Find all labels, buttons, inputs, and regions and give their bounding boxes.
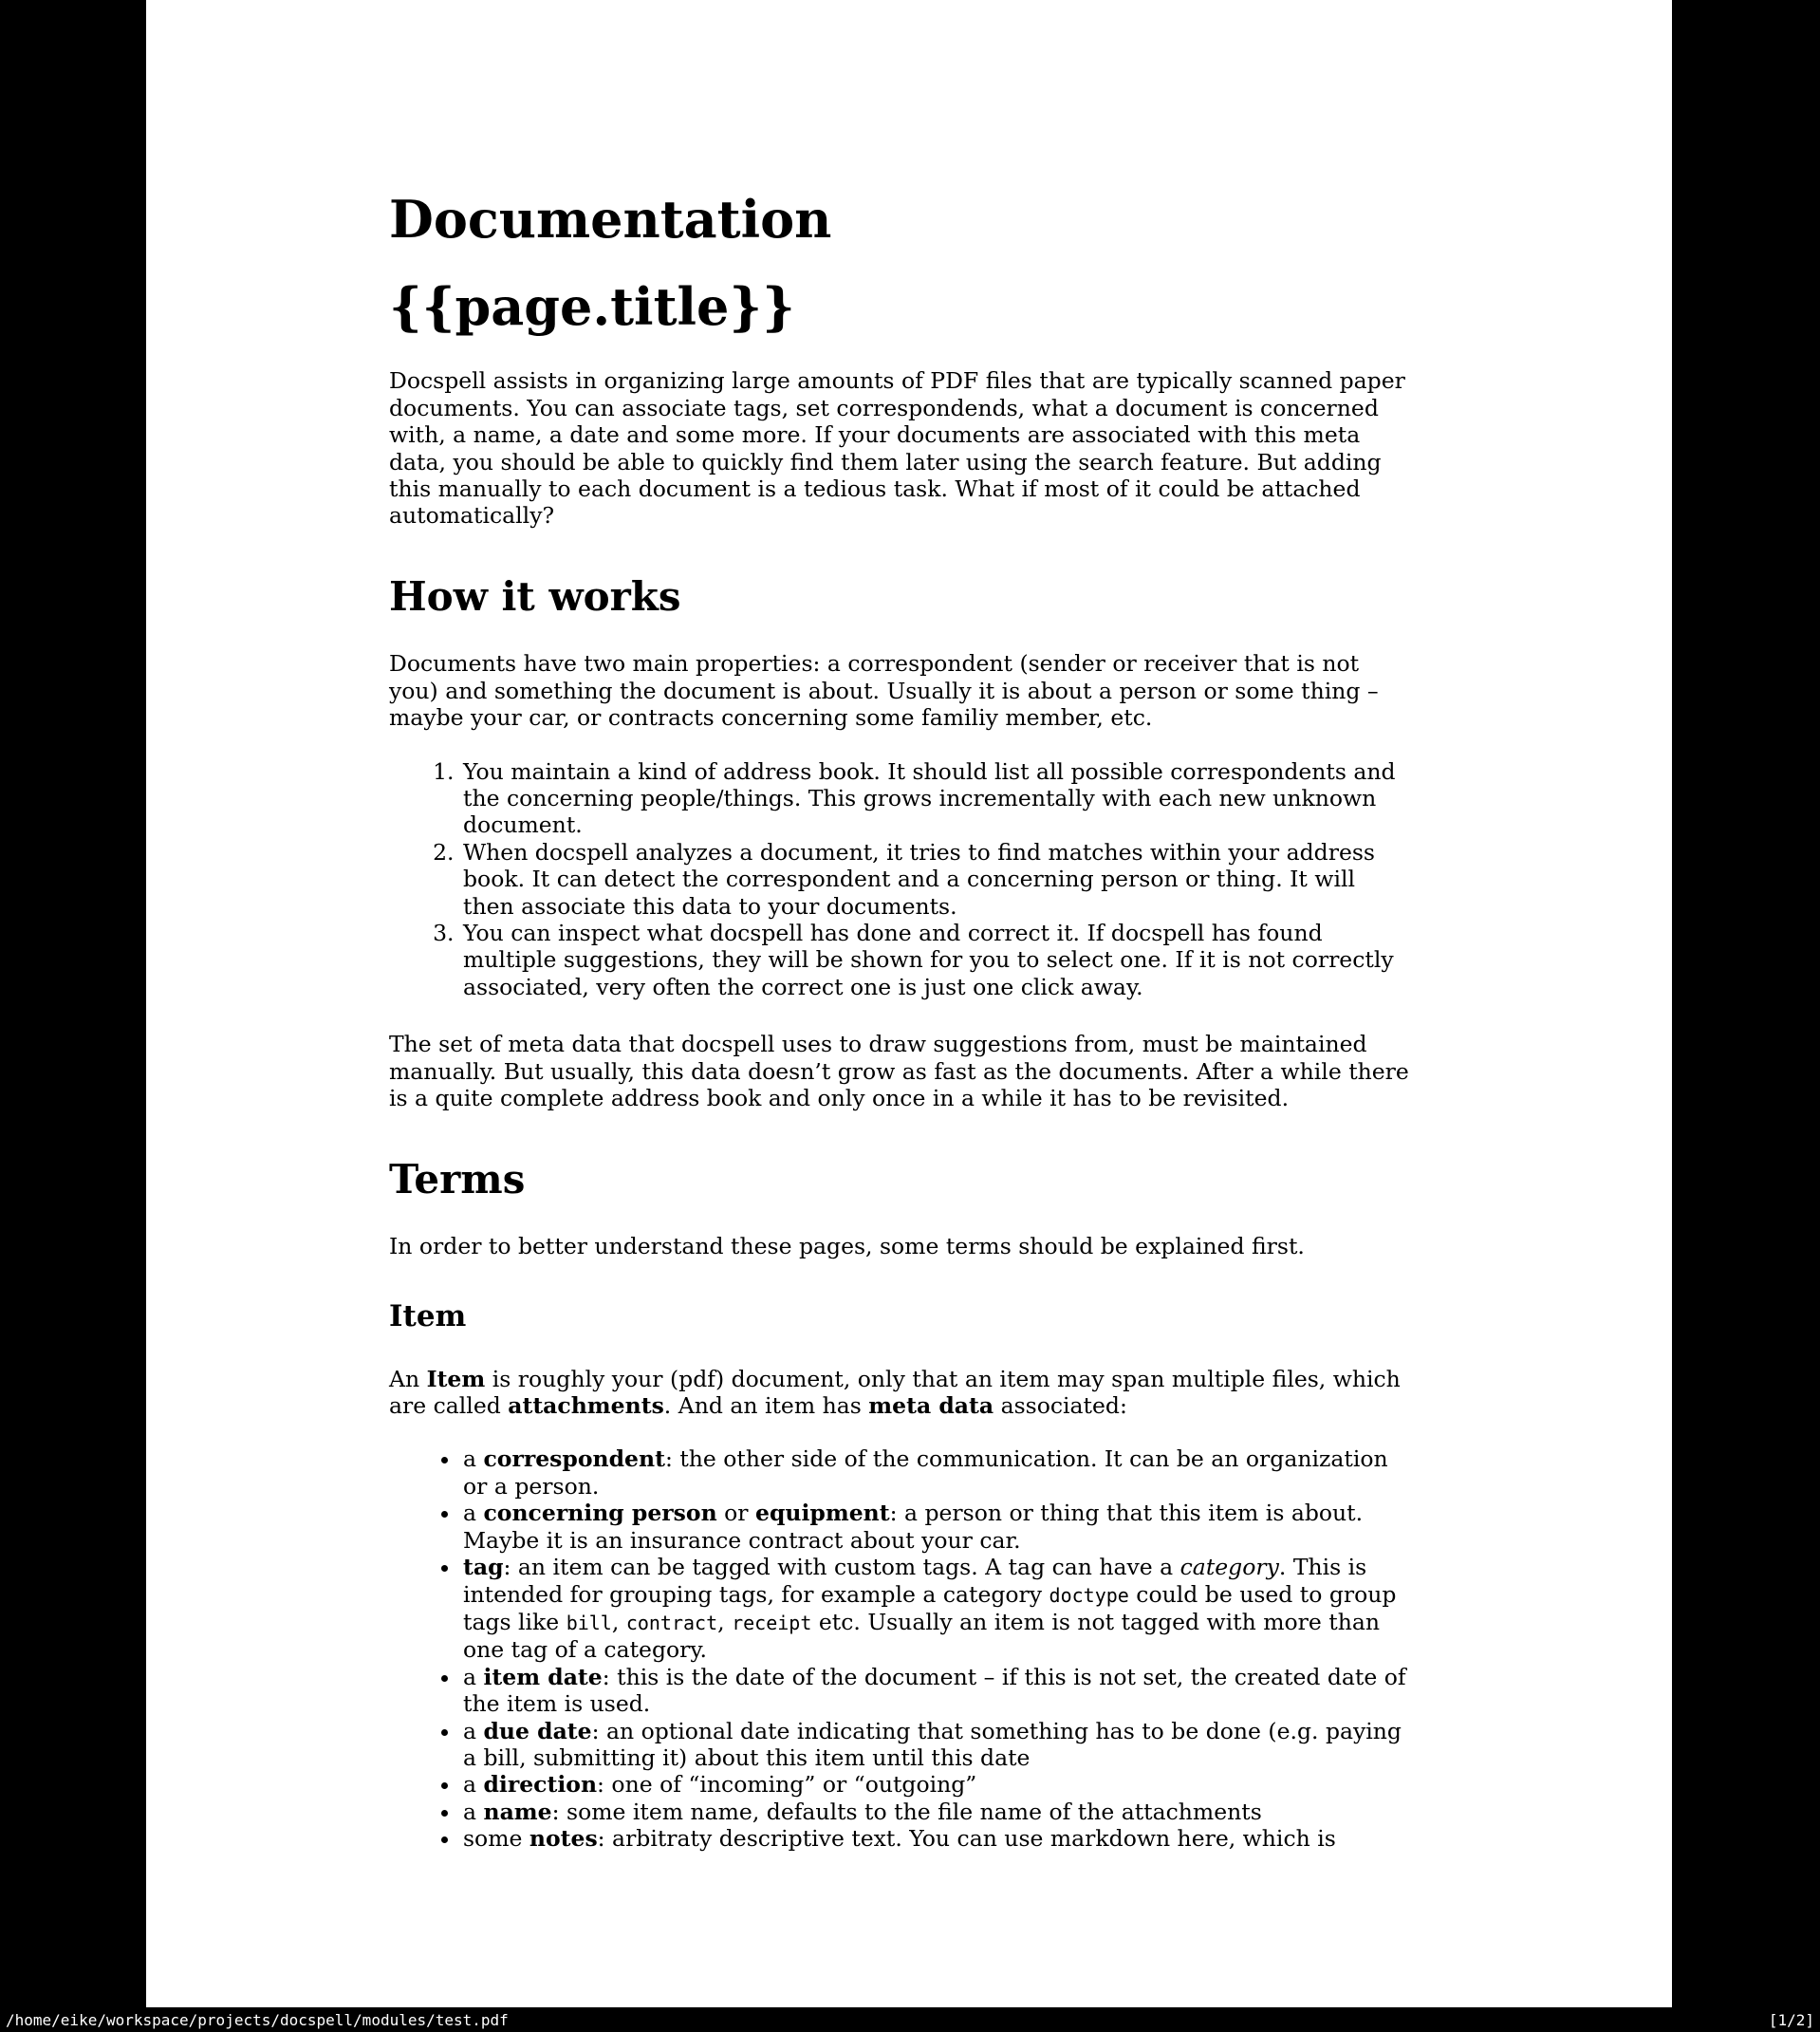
- text-segment: could be used to group tags like: [463, 1580, 1397, 1635]
- text-segment: An: [389, 1365, 427, 1392]
- bold-term: name: [483, 1798, 552, 1825]
- text-segment: a: [463, 1663, 484, 1690]
- bold-term: attachments: [508, 1392, 664, 1420]
- text-segment: a: [463, 1798, 484, 1825]
- list-item: 2. When docspell analyzes a document, it tries to find matches within your address book. It can detect the correspondent and a concerning person or thing. It will then associate this data to your documents.: [461, 839, 1409, 920]
- text-segment: . This is intended for grouping tags, for example a category: [463, 1554, 1367, 1608]
- text-segment: : some item name, defaults to the file name of the attachments: [551, 1798, 1262, 1825]
- list-item: [461, 1771, 1409, 1798]
- inline-code: doctype: [1049, 1583, 1129, 1607]
- bold-term: tag: [463, 1554, 504, 1581]
- text-segment: ,: [717, 1608, 733, 1635]
- list-item: 1. You maintain a kind of address book. It should list all possible correspondents and the concerning people/things. This grows incrementally with each new unknown document.: [461, 758, 1409, 839]
- text-segment: a: [463, 1500, 484, 1527]
- text-segment: ,: [611, 1608, 626, 1635]
- text-segment: some: [463, 1825, 529, 1853]
- terms-intro-paragraph: In order to better understand these pages, some terms should be explained first.: [389, 1233, 1305, 1260]
- text-segment: . And an item has: [663, 1392, 869, 1420]
- how-steps-list: [389, 758, 1409, 1001]
- list-item: [461, 1554, 1409, 1664]
- italic-term: category: [1179, 1554, 1279, 1581]
- item-heading: Item: [389, 1299, 467, 1334]
- doc-title-heading: Documentation: [389, 189, 832, 250]
- terms-heading: Terms: [389, 1155, 526, 1202]
- text-segment: : a person or thing that this item is about. Maybe it is an insurance contract about your car.: [463, 1500, 1364, 1554]
- inline-code: contract: [625, 1611, 718, 1634]
- text-segment: a: [463, 1717, 484, 1744]
- how-outro-paragraph: The set of meta data that docspell uses to draw suggestions from, must be maintained manually. But usually, this data doesn’t grow as fast as the documents. After a while there is a quite complete address book and only once in a while it has to be revisited.: [389, 1031, 1409, 1112]
- bold-term: item date: [483, 1663, 603, 1690]
- list-item: [461, 1500, 1409, 1554]
- list-item: [461, 1664, 1409, 1718]
- list-item: [461, 1445, 1409, 1500]
- list-item: [461, 1718, 1409, 1772]
- statusbar-file-path: /home/eike/workspace/projects/docspell/modules/test.pdf: [6, 2010, 509, 2029]
- list-item: 3. You can inspect what docspell has done and correct it. If docspell has found multiple suggestions, they will be shown for you to select one. If it is not correctly associated, very often the correct one is just one click away.: [461, 920, 1409, 1000]
- bold-term: meta data: [868, 1392, 994, 1420]
- text-segment: : one of “incoming” or “outgoing”: [597, 1771, 977, 1799]
- bold-term: Item: [426, 1365, 486, 1392]
- text-segment: or: [716, 1500, 755, 1527]
- text-segment: : arbitraty descriptive text. You can use markdown here, which is: [597, 1825, 1336, 1853]
- bold-term: equipment: [755, 1500, 890, 1527]
- text-segment: a: [463, 1445, 484, 1473]
- inline-code: bill: [566, 1611, 612, 1634]
- document-content: [389, 0, 1409, 1853]
- list-item: [461, 1825, 1409, 1852]
- text-segment: : an item can be tagged with custom tags. A tag can have a: [503, 1554, 1180, 1581]
- item-meta-list: [389, 1445, 1409, 1852]
- text-segment: a: [463, 1771, 484, 1799]
- bold-term: due date: [483, 1717, 592, 1744]
- statusbar: [0, 2007, 1820, 2032]
- text-segment: : this is the date of the document – if this is not set, the created date of the item is used.: [463, 1663, 1406, 1718]
- statusbar-page-indicator: [1/2]: [1768, 2010, 1814, 2029]
- text-segment: associated:: [994, 1392, 1127, 1420]
- text-segment: etc. Usually an item is not tagged with more than one tag of a category.: [463, 1608, 1380, 1664]
- list-item: [461, 1799, 1409, 1825]
- text-segment: : the other side of the communication. It can be an organization or a person.: [463, 1445, 1388, 1500]
- how-it-works-heading: How it works: [389, 572, 681, 620]
- text-segment: is roughly your (pdf) document, only that an item may span multiple files, which are called: [389, 1365, 1401, 1420]
- bold-term: notes: [529, 1825, 598, 1853]
- bold-term: concerning person: [483, 1500, 717, 1527]
- inline-code: receipt: [732, 1611, 812, 1634]
- item-intro-paragraph: [389, 1366, 1409, 1420]
- template-title-heading: {{page.title}}: [389, 275, 795, 337]
- bold-term: direction: [483, 1771, 598, 1799]
- pdf-page[interactable]: [146, 0, 1672, 2007]
- how-paragraph: Documents have two main properties: a correspondent (sender or receiver that is not you) and something the document is about. Usually it is about a person or some thing – maybe your car, or contracts concerning some familiy member, etc.: [389, 650, 1379, 732]
- text-segment: : an optional date indicating that something has to be done (e.g. paying a bill, submitting it) about this item until this date: [463, 1717, 1402, 1771]
- bold-term: correspondent: [483, 1445, 665, 1473]
- intro-paragraph: Docspell assists in organizing large amounts of PDF files that are typically scanned paper documents. You can associate tags, set correspondends, what a document is concerned with, a name, a date and some more. If your documents are associated with this meta data, you should be able to quickly find them later using the search feature. But adding this manually to each document is a tedious task. What if most of it could be attached automatically?: [389, 367, 1405, 530]
